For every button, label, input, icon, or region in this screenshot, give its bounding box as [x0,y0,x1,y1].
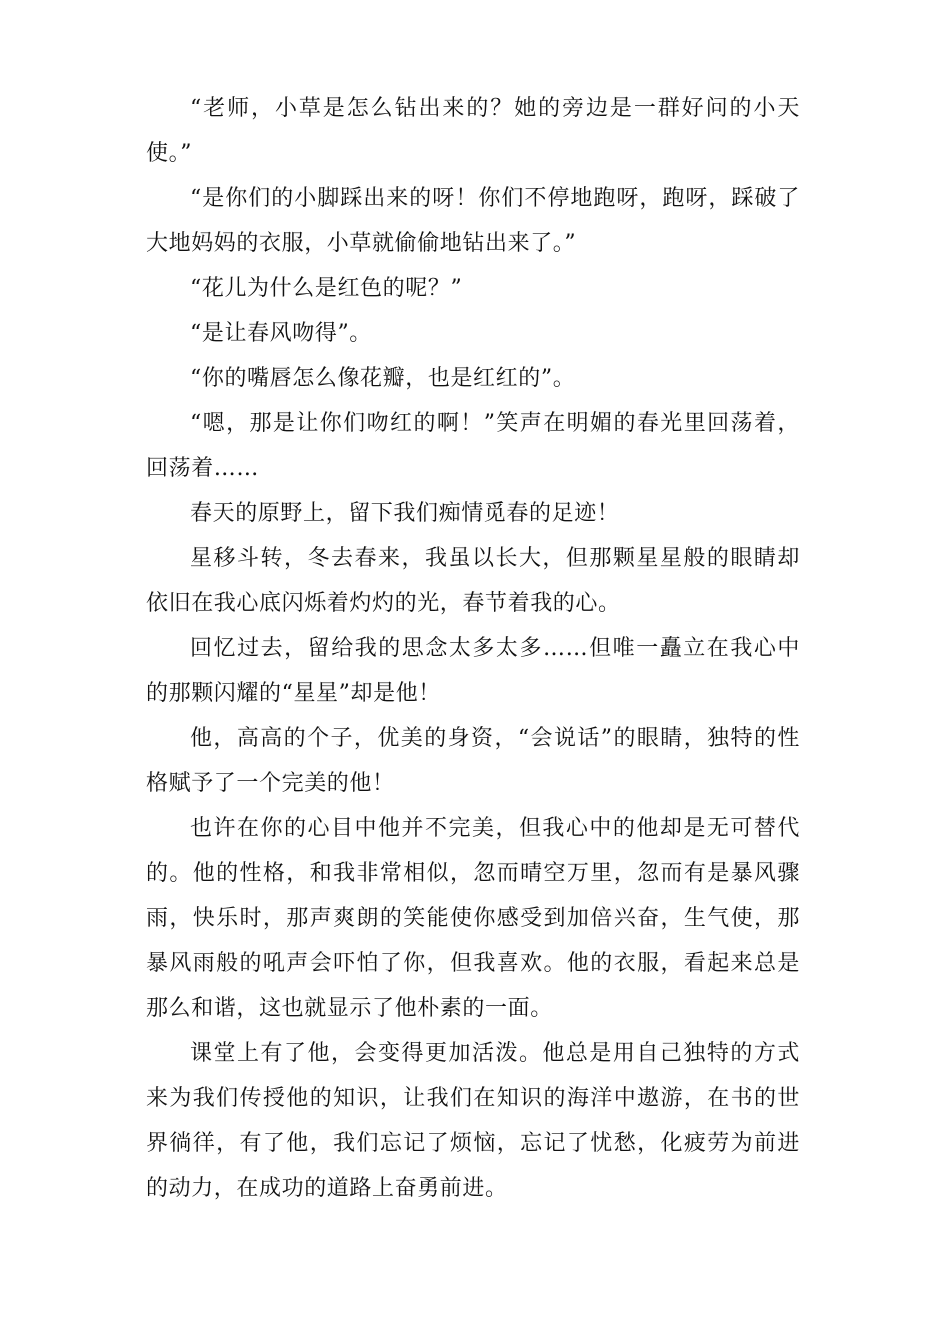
paragraph-2: “是你们的小脚踩出来的呀！你们不停地跑呀，跑呀，踩破了大地妈妈的衣服，小草就偷偷地钻出来了。” [146,186,800,256]
paragraph-9: 回忆过去，留给我的思念太多太多……但唯一矗立在我心中的那颗闪耀的“星星”却是他！ [146,636,800,706]
paragraph-12: 课堂上有了他，会变得更加活泼。他总是用自己独特的方式来为我们传授他的知识，让我们在知识的海洋中遨游，在书的世界徜徉，有了他，我们忘记了烦恼，忘记了忧愁，化疲劳为前进的动力，在成功的道路上奋勇前进。 [146,1041,800,1201]
paragraph-10: 他，高高的个子，优美的身资，“会说话”的眼睛，独特的性格赋予了一个完美的他！ [146,726,800,796]
paragraph-7: 春天的原野上，留下我们痴情觅春的足迹！ [190,501,620,526]
paragraph-6: “嗯，那是让你们吻红的啊！”笑声在明媚的春光里回荡着，回荡着…… [146,411,800,481]
paragraph-3: “花儿为什么是红色的呢？” [190,276,463,301]
document-body [146,86,800,1211]
paragraph-4: “是让春风吻得”。 [190,321,372,346]
paragraph-8: 星移斗转，冬去春来，我虽以长大，但那颗星星般的眼睛却依旧在我心底闪烁着灼灼的光，春节着我的心。 [146,546,800,616]
paragraph-11: 也许在你的心目中他并不完美，但我心中的他却是无可替代的。他的性格，和我非常相似，忽而晴空万里，忽而有是暴风骤雨，快乐时，那声爽朗的笑能使你感受到加倍兴奋，生气使，那暴风雨般的吼声会吓怕了你，但我喜欢。他的衣服，看起来总是那么和谐，这也就显示了他朴素的一面。 [146,816,800,1021]
paragraph-1: “老师，小草是怎么钻出来的？她的旁边是一群好问的小天使。” [146,96,800,166]
paragraph-5: “你的嘴唇怎么像花瓣，也是红红的”。 [190,366,576,391]
